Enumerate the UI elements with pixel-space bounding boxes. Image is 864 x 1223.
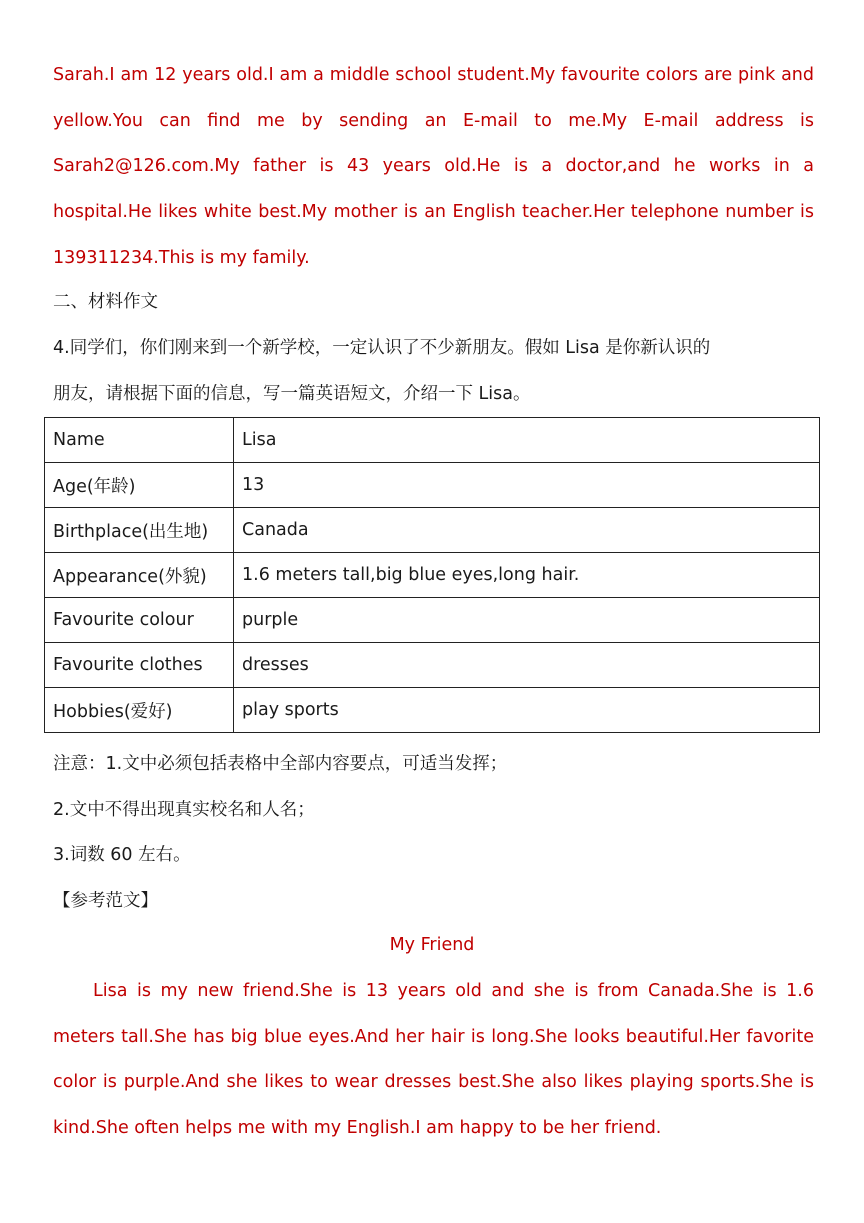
note-3: 3.词数 60 左右。 [53, 845, 191, 865]
question-line-2: 朋友，请根据下面的信息，写一篇英语短文，介绍一下 Lisa。 [53, 384, 531, 404]
reference-heading: 【参考范文】 [53, 891, 158, 911]
info-table [44, 417, 820, 733]
table-value: 1.6 meters tall,big blue eyes,long hair. [234, 553, 820, 598]
table-row [45, 688, 820, 733]
essay-title: My Friend [389, 935, 475, 955]
table-value: Lisa [234, 418, 820, 463]
table-row [45, 463, 820, 508]
table-key: Birthplace(出生地) [45, 508, 234, 553]
top-passage: Sarah.I am 12 years old.I am a middle school student.My favourite colors are pink and yellow.You can find me by sending an E-mail to me.My E-mail address is Sarah2@126.com.My father is 43 years old.He is a doctor,and he works in a hospital.He likes white best.My mother is an English teacher.Her telephone number is 139311234.This is my family. [53, 65, 814, 268]
table-row [45, 553, 820, 598]
table-key: Name [45, 418, 234, 463]
table-value: play sports [234, 688, 820, 733]
table-value: purple [234, 598, 820, 643]
table-key: Hobbies(爱好) [45, 688, 234, 733]
section-heading: 二、材料作文 [53, 292, 158, 312]
table-key: Appearance(外貌) [45, 553, 234, 598]
table-value: 13 [234, 463, 820, 508]
table-key: Age(年龄) [45, 463, 234, 508]
table-value: dresses [234, 643, 820, 688]
table-key: Favourite clothes [45, 643, 234, 688]
note-1: 注意：1.文中必须包括表格中全部内容要点，可适当发挥； [53, 754, 508, 774]
table-row [45, 598, 820, 643]
table-row [45, 418, 820, 463]
table-row [45, 508, 820, 553]
table-row [45, 643, 820, 688]
table-value: Canada [234, 508, 820, 553]
question-line-1: 4.同学们，你们刚来到一个新学校，一定认识了不少新朋友。假如 Lisa 是你新认识的 [53, 338, 711, 358]
table-key: Favourite colour [45, 598, 234, 643]
note-2: 2.文中不得出现真实校名和人名； [53, 800, 315, 820]
essay-body: Lisa is my new friend.She is 13 years old and she is from Canada.She is 1.6 meters tall.She has big blue eyes.And her hair is long.She looks beautiful.Her favorite color is purple.And she likes to wear dresses best.She also likes playing sports.She is kind.She often helps me with my English.I am happy to be her friend. [53, 981, 814, 1138]
